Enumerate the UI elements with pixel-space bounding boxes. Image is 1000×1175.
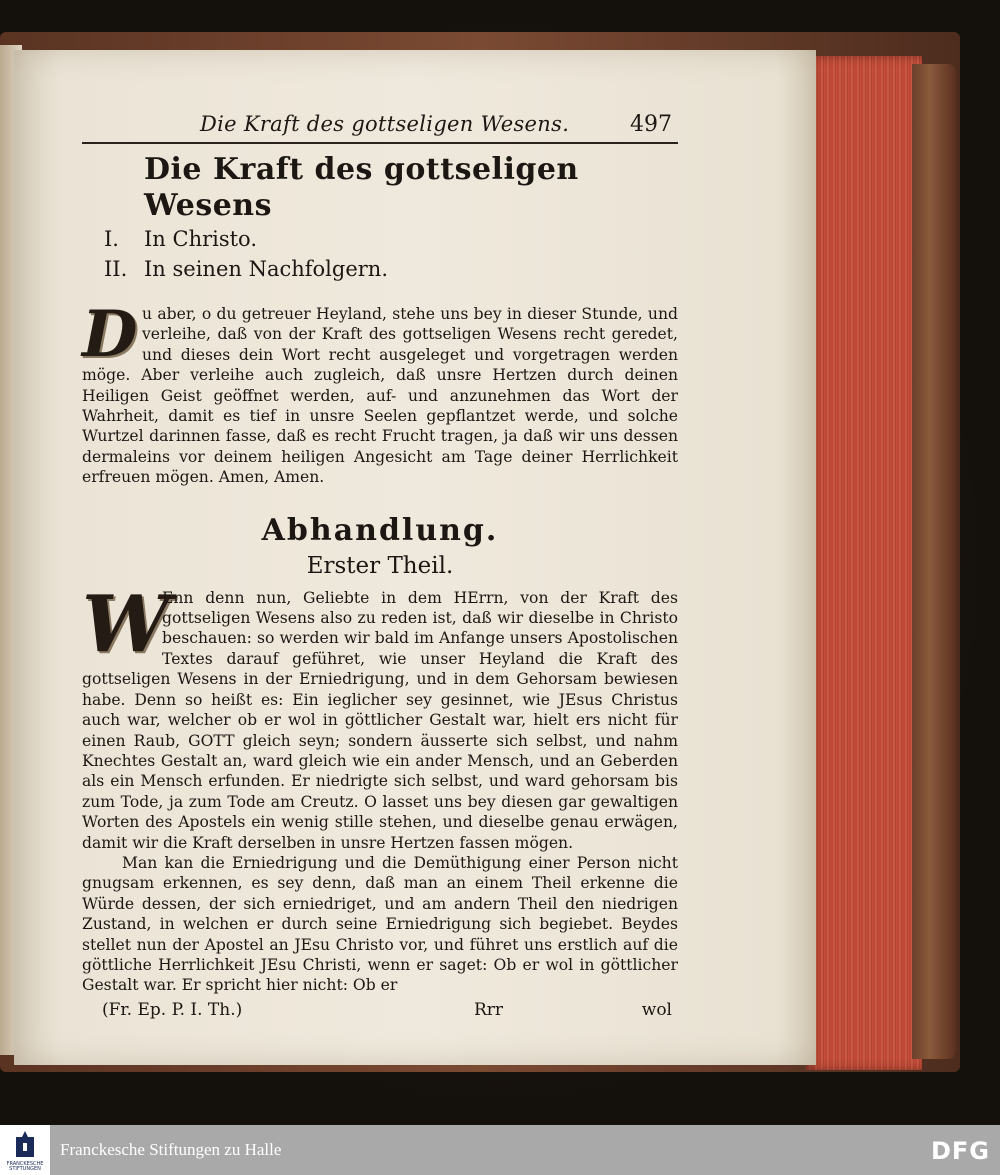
page-number: 497 (630, 112, 672, 137)
signature-mark: Rrr (474, 999, 504, 1020)
part1-text: Enn denn nun, Geliebte in dem HErrn, von der Kraft des gottseligen Wesens also zu reden ist, daß wir dieselbe in Christo beschauen: so werden wir bald im Anfange unsers Apostolischen Textes darauf geführet, wie unser Heyland die Kraft des gottseligen Wesens in der Erniedrigung, und in dem Gehorsam bewiesen habe. Denn so heißt es: Ein ieglicher sey gesinnet, wie JEsus Christus auch war, welcher ob er wol in göttlicher Gestalt war, hielt ers nicht für einen Raub, GOTT gleich seyn; sondern äusserte sich selbst, und nahm Knechtes Gestalt an, ward gleich wie ein ander Mensch, und an Geberden als ein Mensch erfunden. Er niedrigte sich selbst, und ward gehorsam bis zum Tode, ja zum Tode am Creutz. O lasset uns bey diesen gar gewaltigen Worten des Apostels ein wenig stille stehen, und dieselbe genau erwägen, damit wir die Kraft derselben in unsre Hertzen fassen mögen. (82, 588, 678, 852)
logo-caption: FRANCKESCHE STIFTUNGEN (6, 1161, 44, 1172)
footer-reference: (Fr. Ep. P. I. Th.) (102, 999, 243, 1020)
outline-text: In seinen Nachfolgern. (144, 257, 388, 281)
franckesche-emblem-icon (12, 1129, 38, 1161)
provider-bar (0, 1125, 1000, 1175)
outline-number: II. (104, 257, 128, 281)
outline-text: In Christo. (144, 227, 258, 251)
prayer-paragraph (82, 297, 678, 488)
outline-number: I. (104, 227, 119, 251)
prayer-text: u aber, o du getreuer Heyland, stehe uns bey in dieser Stunde, und verleihe, daß von der Kraft des gottseligen Wesens recht geredet, und dieses dein Wort recht ausgeleget und vorgetragen werden möge. Aber verleihe auch zugleich, daß unsre Hertzen durch deinen Heiligen Geist geöffnet werden, auf- und anzunehmen das Wort der Wahrheit, damit es tief in unsre Seelen gepflantzet werde, und solche Wurtzel darinnen fasse, daß es recht Frucht tragen, ja daß wir uns dessen dermaleins vor deinem heiligen Angesicht am Tage deiner Herrlichkeit erfreuen mögen. Amen, Amen. (82, 305, 678, 487)
book-spine-edge (912, 64, 956, 1059)
dfg-logo[interactable]: DFG (930, 1137, 990, 1165)
page-footer (82, 998, 678, 1024)
part1-paragraph (82, 578, 678, 853)
catchword: wol (641, 999, 672, 1020)
running-head (82, 108, 678, 144)
prayer-initial: D (82, 297, 138, 372)
page-block-edges (806, 56, 922, 1070)
franckesche-logo[interactable] (0, 1125, 50, 1175)
outline-point (104, 224, 678, 254)
section-title: Abhandlung. (261, 512, 499, 548)
part1-initial: W (82, 578, 170, 670)
running-title: Die Kraft des gottseligen Wesens. (200, 112, 570, 136)
sermon-title: Die Kraft des gottseligen Wesens (144, 152, 579, 223)
section-subtitle: Erster Theil. (306, 552, 454, 579)
outline-point (104, 254, 678, 284)
page-content (82, 108, 678, 1024)
sermon-outline (104, 224, 678, 284)
institution-name[interactable]: Franckesche Stiftungen zu Halle (60, 1140, 282, 1159)
part2-paragraph: Man kan die Erniedrigung und die Demüthigung einer Person nicht gnugsam erkennen, es sey denn, daß man an einem Theil erkenne die Würde dessen, der sich erniedriget, und am andern Theil den niedrigen Zustand, in welchen er durch seine Erniedrigung sich begiebet. Beydes stellet nun der Apostel an JEsu Christo vor, und führet uns erstlich auf die göttliche Herrlichkeit JEsu Christi, wenn er saget: Ob er wol in göttlicher Gestalt war. Er spricht hier nicht: Ob er (82, 853, 678, 995)
